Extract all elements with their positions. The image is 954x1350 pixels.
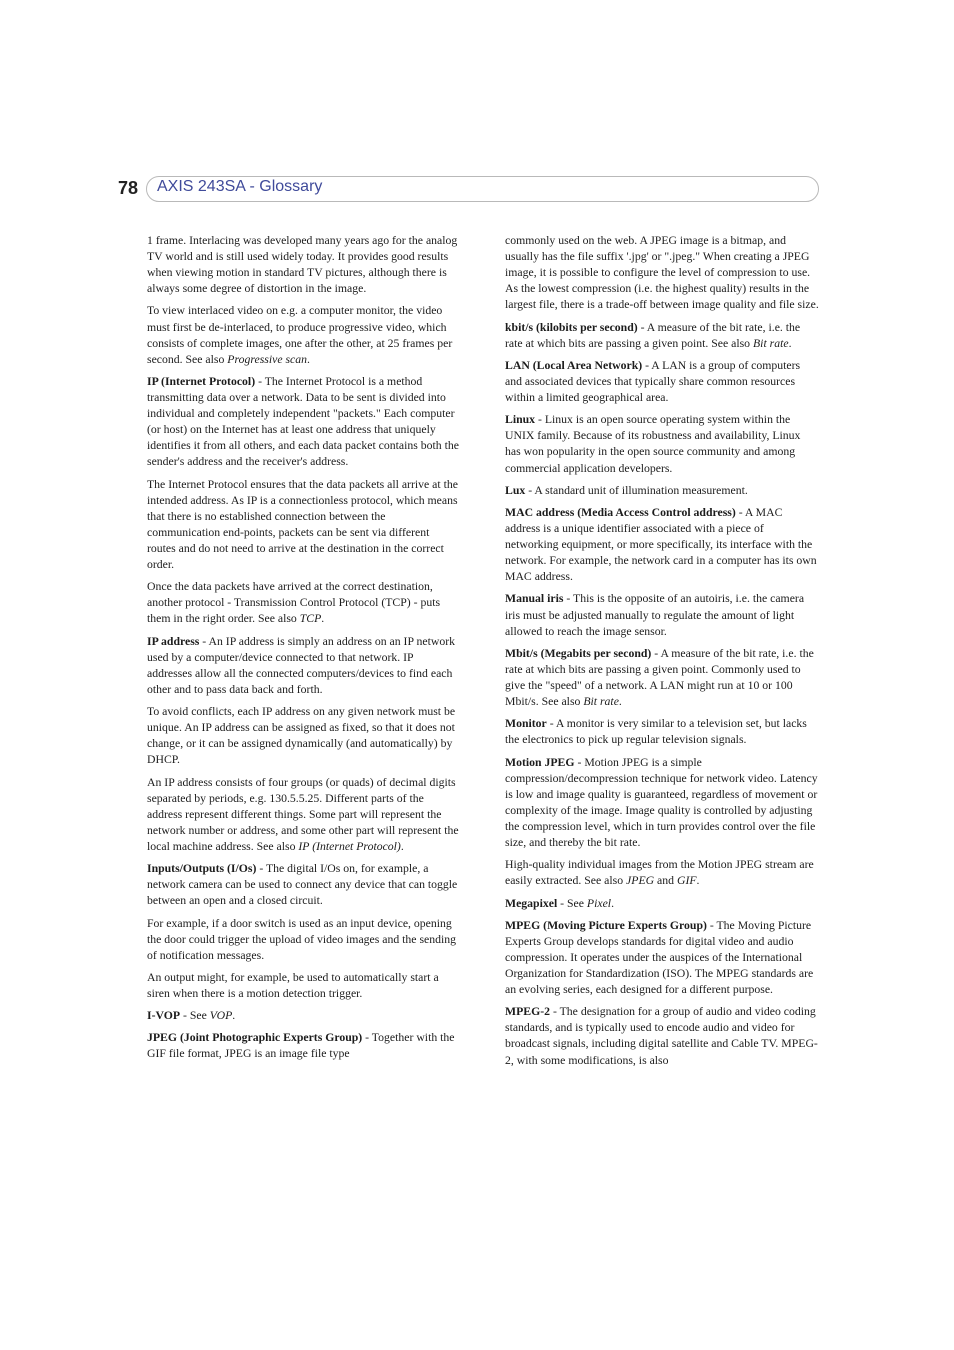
glossary-text: .: [232, 1009, 236, 1023]
glossary-paragraph: [505, 233, 819, 313]
glossary-text: An output might, for example, be used to automatically start a siren when there is a motion detection trigger.: [147, 970, 439, 1000]
glossary-text: - The digital I/Os on, for example, a network camera can be used to connect any device that can toggle between an open and a closed circuit.: [147, 862, 458, 908]
glossary-text: To view interlaced video on e.g. a computer monitor, the video must first be de-interlaced, to produce progressive video, which consists of complete images, one after the other, at 25 frames per second. See also: [147, 304, 453, 366]
glossary-term: kbit/s (kilobits per second): [505, 320, 638, 334]
glossary-paragraph: [147, 916, 459, 964]
glossary-paragraph: [147, 970, 459, 1002]
glossary-text: An IP address consists of four groups (or quads) of decimal digits separated by periods, e.g. 130.5.5.25. Different parts of the address represent different things. Some part will represent the network number or address, and some other part will represent the local machine address. See also: [147, 775, 459, 853]
glossary-entry: [147, 861, 459, 909]
glossary-text: .: [307, 352, 310, 366]
glossary-entry: [505, 1004, 819, 1068]
glossary-term: I-VOP: [147, 1009, 181, 1023]
glossary-text: - Motion JPEG is a simple compression/decompression technique for network video. Latency is low and image quality is guaranteed, regardless of movement or complexity of the image. Image quality is controlled by adjusting the compression level, which in turn provides control over the file size, and thereby the bit rate.: [505, 755, 818, 850]
glossary-text: The Internet Protocol ensures that the data packets all arrive at the intended address. As IP is a connectionless protocol, which means that there is no established connection between the communication end-points, packets can be sent via different routes and do not need to arrive at the destination in the correct order.: [147, 477, 458, 572]
cross-reference: Bit rate: [583, 695, 619, 709]
glossary-term: IP (Internet Protocol): [147, 374, 256, 388]
glossary-text: - Together with the GIF file format, JPEG is an image file type: [147, 1031, 455, 1061]
glossary-entry: [505, 358, 819, 406]
glossary-text: - Linux is an open source operating system within the UNIX family. Because of its robustness and availability, Linux has won popularity in the open source community and among commercial application developers.: [505, 413, 801, 475]
cross-reference: VOP: [209, 1009, 233, 1023]
glossary-entry: [505, 896, 819, 912]
glossary-entry: [505, 918, 819, 998]
glossary-term: Manual iris: [505, 592, 564, 606]
glossary-text: To avoid conflicts, each IP address on any given network must be unique. An IP address can be assigned as fixed, so that it does not change, or it can be assigned dynamically (and automatically) by DHCP.: [147, 705, 456, 767]
glossary-term: Megapixel: [505, 896, 558, 910]
glossary-term: Motion JPEG: [505, 755, 575, 769]
glossary-entry: [505, 716, 819, 748]
glossary-paragraph: [147, 303, 459, 367]
glossary-entry: [505, 755, 819, 852]
glossary-text: .: [400, 839, 404, 853]
page-number: 78: [118, 178, 139, 198]
glossary-text: - A measure of the bit rate, i.e. the rate at which bits are passing a given point. See also: [505, 320, 801, 350]
glossary-term: MPEG (Moving Picture Experts Group): [505, 918, 707, 932]
right-column: [505, 233, 819, 1075]
glossary-term: Lux: [505, 483, 526, 497]
cross-reference: GIF: [676, 874, 697, 888]
cross-reference: JPEG: [626, 874, 655, 888]
glossary-text: For example, if a door switch is used as an input device, opening the door could trigger the upload of video images and the sending of notification messages.: [147, 916, 457, 962]
glossary-text: - A MAC address is a unique identifier associated with a piece of networking equipment, or more specifically, its interface with the network. For example, the network card in a computer has its own MAC address.: [505, 505, 817, 584]
glossary-text: - The designation for a group of audio and video coding standards, and is typically used to encode audio and video for broadcast signals, including digital satellite and Cable TV. MPEG-2, with some modifications, is also: [505, 1005, 818, 1067]
glossary-text: High-quality individual images from the Motion JPEG stream are easily extracted. See also: [505, 858, 814, 888]
glossary-term: LAN (Local Area Network): [505, 358, 643, 372]
glossary-text: - An IP address is simply an address on an IP network used by a computer/device connected to that network. IP addresses allow all the connected computers/devices to find each other and to pass data back and forth.: [147, 634, 455, 696]
glossary-text: - A measure of the bit rate, i.e. the rate at which bits are passing a given point. Commonly used to give the "speed" of a network. A LAN might run at 10 or 100 Mbit/s. See also: [505, 646, 814, 709]
glossary-text: - A monitor is very similar to a television set, but lacks the electronics to pick up regular television signals.: [505, 717, 807, 747]
glossary-entry: [505, 591, 819, 639]
glossary-text: commonly used on the web. A JPEG image is a bitmap, and usually has the file suffix '.jpg' or ".jpeg." When creating a JPEG image, it is possible to configure the level of compression to use. As the lowest compression (i.e. the highest quality) results in the largest file, there is a trade-off between image quality and file size.: [505, 234, 819, 312]
glossary-entry: [505, 320, 819, 352]
glossary-entry: [147, 374, 459, 471]
glossary-term: Linux: [505, 413, 536, 427]
cross-reference: IP (Internet Protocol): [298, 839, 401, 853]
glossary-term: Monitor: [505, 717, 547, 731]
glossary-text: and: [654, 874, 677, 888]
glossary-term: Inputs/Outputs (I/Os): [147, 862, 257, 876]
glossary-text: .: [696, 874, 700, 888]
page-title: AXIS 243SA - Glossary: [157, 178, 323, 195]
glossary-text: .: [618, 695, 622, 709]
glossary-text: - A LAN is a group of computers and associated devices that typically share common resources within a limited geographical area.: [505, 358, 801, 405]
glossary-paragraph: [147, 704, 459, 768]
left-column: [147, 233, 459, 1069]
glossary-paragraph: [147, 775, 459, 855]
glossary-term: MAC address (Media Access Control address): [505, 505, 736, 519]
glossary-text: - The Moving Picture Experts Group develops standards for digital video and audio compression. It operates under the auspices of the International Organization for Standardization (ISO). The MPEG standards are an evolving series, each designed for a different purpose.: [505, 918, 814, 997]
glossary-text: - The Internet Protocol is a method transmitting data over a network. Data to be sent is divided into individual and completely independent "packets." Each computer (or host) on the Internet has at least one address that uniquely identifies it from all others, and each data packet contains both the sender's address and the receiver's address.: [147, 374, 459, 469]
glossary-term: IP address: [147, 634, 200, 648]
glossary-entry: [505, 505, 819, 585]
glossary-paragraph: [505, 857, 819, 889]
glossary-text: - See: [557, 896, 587, 910]
cross-reference: Bit rate: [753, 336, 789, 350]
cross-reference: Pixel: [586, 896, 612, 910]
glossary-term: MPEG-2: [505, 1005, 551, 1019]
glossary-text: 1 frame. Interlacing was developed many years ago for the analog TV world and is still used widely today. It provides good results when viewing motion in standard TV pictures, although there is always some degree of distortion in the image.: [147, 234, 458, 296]
glossary-entry: [505, 412, 819, 476]
cross-reference: Progressive scan: [227, 352, 308, 366]
glossary-term: JPEG (Joint Photographic Experts Group): [147, 1031, 363, 1045]
cross-reference: TCP: [299, 612, 322, 626]
glossary-entry: [147, 1008, 459, 1024]
glossary-term: Mbit/s (Megabits per second): [505, 646, 652, 660]
glossary-text: Once the data packets have arrived at the correct destination, another protocol - Transmission Control Protocol (TCP) - puts them in the right order. See also: [147, 580, 441, 626]
glossary-entry: [147, 634, 459, 698]
glossary-text: .: [611, 896, 614, 910]
glossary-paragraph: [147, 233, 459, 297]
glossary-entry: [505, 483, 819, 499]
glossary-paragraph: [147, 477, 459, 574]
glossary-text: .: [788, 336, 792, 350]
glossary-text: - See: [180, 1009, 210, 1023]
glossary-entry: [147, 1030, 459, 1062]
glossary-text: - A standard unit of illumination measurement.: [525, 483, 748, 497]
glossary-text: .: [321, 612, 325, 626]
glossary-text: - This is the opposite of an autoiris, i.e. the camera iris must be adjusted manually to regulate the amount of light allowed to reach the image sensor.: [505, 592, 805, 638]
glossary-entry: [505, 646, 819, 710]
page-header: [146, 176, 819, 202]
glossary-paragraph: [147, 579, 459, 627]
